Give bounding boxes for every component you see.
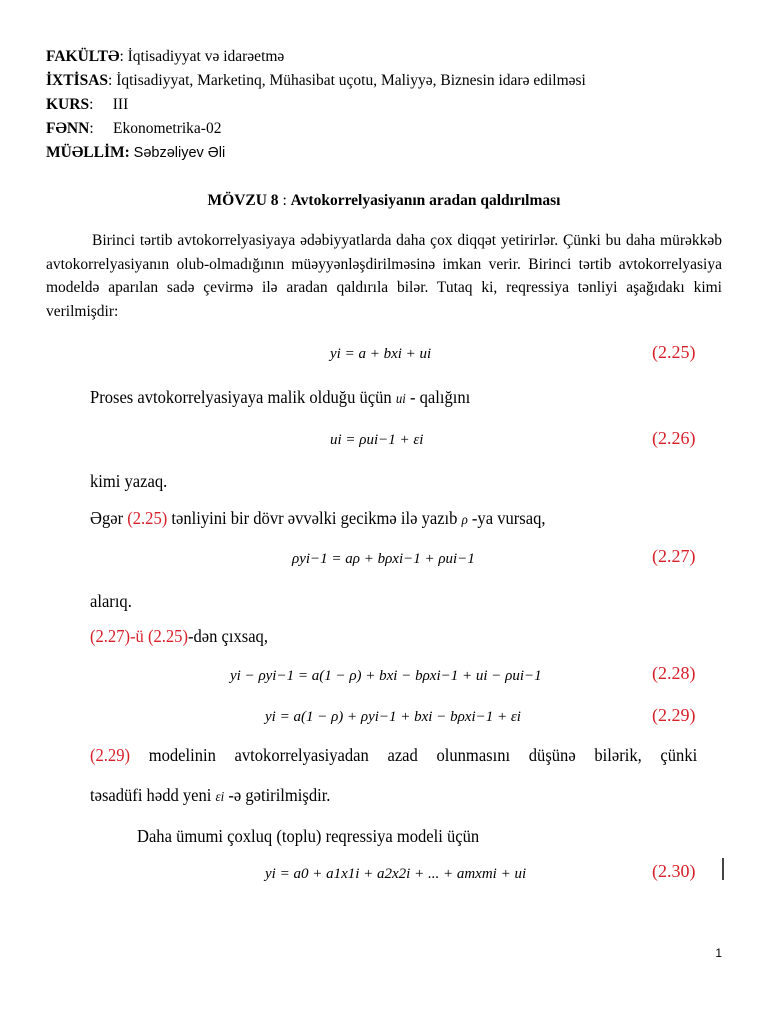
topic-separator: : [278, 192, 291, 209]
specialty-value: : İqtisadiyyat, Marketinq, Mühasibat uçotu, Maliyyə, Biznesin idarə edilməsi [108, 72, 586, 89]
subject-value: : Ekonometrika-02 [89, 120, 222, 137]
equation-number-2-25: (2.25) [652, 342, 696, 362]
equation-2-26 [330, 432, 423, 449]
scan-artifact-mark [722, 858, 724, 880]
equation-formula: ρyi−1 = aρ + bρxi−1 + ρui−1 [292, 551, 475, 567]
variable-rho: ρ [461, 513, 468, 528]
equation-2-29 [265, 709, 521, 726]
text-line-3 [90, 508, 585, 529]
text-segment: təsadüfi hədd yeni [90, 785, 212, 805]
topic-title [0, 192, 768, 210]
intro-text: Birinci tərtib avtokorrelyasiyaya ədəbiyyatlarda daha çox diqqət yetirirlər. Çünki bu daha mürəkkəb avtokorrelyasiyanın olub-olmadığının müəyyənləşdirilməsinə imkan verir. Birinci tərtib avtokorrelyasiya modeldə aparılan sadə çevirmə ilə aradan qaldırıla bilər. Tutaq ki, reqressiya tənliyi aşağıdakı kimi verilmişdir: [46, 232, 722, 320]
equation-2-27 [292, 551, 475, 568]
text-segment: -dən çıxsaq, [187, 626, 268, 646]
equation-2-30 [265, 866, 526, 883]
variable-ui: ui [395, 392, 406, 407]
equation-2-25 [330, 346, 431, 363]
text-line-7 [90, 785, 351, 806]
equation-formula: yi − ρyi−1 = a(1 − ρ) + bxi − bρxi−1 + ui − ρui−1 [230, 668, 542, 684]
text-segment: kimi yazaq. [90, 471, 168, 491]
equation-number-2-29: (2.29) [652, 705, 696, 725]
faculty-line [46, 47, 284, 67]
text-line-4 [90, 591, 135, 612]
equation-formula: ui = ρui−1 + εi [330, 432, 424, 448]
equation-number-2-26: (2.26) [652, 428, 696, 448]
equation-number-2-30: (2.30) [652, 861, 696, 881]
text-line-6 [90, 745, 750, 766]
equation-number-2-27: (2.27) [652, 546, 696, 566]
text-segment: -ə gətirilmişdir. [228, 785, 331, 805]
text-segment: Proses avtokorrelyasiyaya malik olduğu üçün [90, 387, 392, 407]
course-label: KURS [46, 96, 90, 113]
specialty-line [46, 71, 586, 91]
text-line-5 [90, 626, 283, 647]
text-segment: modelinin avtokorrelyasiyadan azad olunmasını düşünə bilərik, çünki [148, 745, 698, 765]
equation-number-2-28: (2.28) [652, 663, 696, 683]
course-value: : III [89, 96, 129, 113]
equation-formula: yi = a(1 − ρ) + ρyi−1 + bxi − bρxi−1 + εi [265, 709, 521, 725]
text-segment: Əgər [90, 508, 124, 528]
equation-reference: (2.25) [147, 626, 188, 646]
text-segment: alarıq. [90, 591, 132, 611]
teacher-line [46, 143, 225, 163]
faculty-label: FAKÜLTƏ [46, 48, 120, 65]
specialty-label: İXTİSAS [46, 72, 109, 89]
topic-name: Avtokorrelyasiyanın aradan qaldırılması [290, 192, 561, 209]
text-line-2 [90, 471, 174, 492]
topic-label: MÖVZU 8 [207, 192, 279, 209]
text-segment: Daha ümumi çoxluq (toplu) reqressiya modeli üçün [137, 826, 480, 846]
equation-reference: (2.25) [127, 508, 168, 528]
equation-formula: yi = a + bxi + ui [330, 346, 432, 362]
faculty-value: : İqtisadiyyat və idarəetmə [119, 48, 285, 65]
equation-2-28 [230, 668, 542, 685]
teacher-label: MÜƏLLİM: [46, 144, 130, 161]
variable-epsilon: εi [215, 790, 225, 805]
text-line-8 [137, 826, 509, 847]
equation-reference: (2.27)-ü [90, 626, 144, 646]
text-line-1 [90, 387, 503, 408]
teacher-value: Səbzəliyev Əli [133, 145, 226, 161]
equation-formula: yi = a0 + a1x1i + a2x2i + ... + amxmi + ui [265, 866, 527, 882]
text-segment: tənliyini bir dövr əvvəlki gecikmə ilə yazıb [171, 508, 458, 528]
page-number: 1 [715, 946, 722, 960]
subject-label: FƏNN [46, 120, 90, 137]
subject-line [46, 119, 221, 139]
intro-paragraph [46, 229, 722, 323]
equation-reference: (2.29) [90, 745, 131, 765]
course-line [46, 95, 128, 115]
text-segment: - qalığını [410, 387, 471, 407]
text-segment: -ya vursaq, [471, 508, 546, 528]
